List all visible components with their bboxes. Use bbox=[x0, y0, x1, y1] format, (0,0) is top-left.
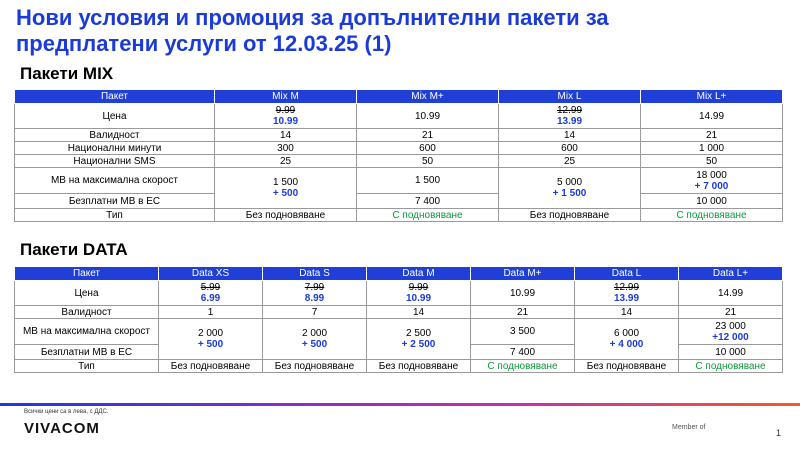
type-cell: С подновяване bbox=[679, 360, 783, 373]
row-label: Тип bbox=[15, 209, 215, 222]
table-cell: 21 bbox=[357, 129, 499, 142]
table-cell: 21 bbox=[641, 129, 783, 142]
mb-cell bbox=[499, 168, 641, 209]
table-cell: 300 bbox=[215, 142, 357, 155]
table-row bbox=[15, 155, 783, 168]
type-cell: Без подновяване bbox=[159, 360, 263, 373]
mb-cell bbox=[159, 319, 263, 360]
mb-base: 1 500 bbox=[272, 177, 299, 188]
table-cell: 14 bbox=[499, 129, 641, 142]
mb-cell bbox=[679, 319, 783, 345]
data-section-heading: Пакети DATA bbox=[20, 240, 128, 259]
table-cell: 7 400 bbox=[357, 194, 499, 209]
table-cell: 21 bbox=[471, 306, 575, 319]
old-price: 12.99 bbox=[613, 282, 640, 293]
price-cell bbox=[357, 104, 499, 129]
price-cell bbox=[215, 104, 357, 129]
price-cell bbox=[499, 104, 641, 129]
new-price: 10.99 bbox=[405, 293, 432, 304]
price-cell bbox=[575, 281, 679, 306]
mb-base: 2 000 bbox=[197, 328, 224, 339]
table-cell: 50 bbox=[641, 155, 783, 168]
mb-bonus: +12 000 bbox=[712, 331, 749, 343]
old-price: 9.99 bbox=[408, 282, 429, 293]
table-row bbox=[15, 319, 783, 345]
table-row bbox=[15, 129, 783, 142]
table-cell: 10 000 bbox=[641, 194, 783, 209]
price-cell bbox=[263, 281, 367, 306]
type-cell: С подновяване bbox=[471, 360, 575, 373]
table-cell: 21 bbox=[679, 306, 783, 319]
new-price: 6.99 bbox=[200, 293, 221, 304]
regular-price: 14.99 bbox=[717, 287, 744, 299]
column-header: Data L+ bbox=[679, 267, 783, 281]
mb-bonus: + 500 bbox=[301, 339, 328, 350]
table-cell: 7 bbox=[263, 306, 367, 319]
column-header: Mix M bbox=[215, 90, 357, 104]
member-of-label: Member of bbox=[672, 424, 706, 431]
type-cell: Без подновяване bbox=[215, 209, 357, 222]
vivacom-logo: VIVACOM bbox=[24, 420, 100, 437]
type-cell: Без подновяване bbox=[499, 209, 641, 222]
mb-cell bbox=[575, 319, 679, 360]
table-row bbox=[15, 194, 783, 209]
table-cell: 1 000 bbox=[641, 142, 783, 155]
table-cell: 14 bbox=[215, 129, 357, 142]
page-number: 1 bbox=[776, 428, 782, 438]
page-title: Нови условия и промоция за допълнителни пакети за предплатени услуги от 12.03.25 (1) bbox=[16, 5, 609, 56]
brand-gradient-line bbox=[0, 403, 800, 406]
mb-bonus: + 500 bbox=[272, 188, 299, 199]
type-cell: Без подновяване bbox=[263, 360, 367, 373]
regular-price: 10.99 bbox=[414, 110, 441, 122]
mb-bonus: + 7 000 bbox=[694, 180, 729, 192]
price-footnote: Всички цени са в лева, с ДДС. bbox=[24, 409, 109, 415]
price-cell bbox=[679, 281, 783, 306]
column-header: Mix L bbox=[499, 90, 641, 104]
mb-cell bbox=[641, 168, 783, 194]
row-label: Национални минути bbox=[15, 142, 215, 155]
mb-cell bbox=[263, 319, 367, 360]
table-cell: 600 bbox=[499, 142, 641, 155]
regular-price: 14.99 bbox=[698, 110, 725, 122]
table-cell: 25 bbox=[215, 155, 357, 168]
row-label: Валидност bbox=[15, 306, 159, 319]
table-row bbox=[15, 142, 783, 155]
old-price: 12.99 bbox=[556, 105, 583, 116]
column-header: Data L bbox=[575, 267, 679, 281]
table-cell: 14 bbox=[367, 306, 471, 319]
column-header: Mix M+ bbox=[357, 90, 499, 104]
row-label: Тип bbox=[15, 360, 159, 373]
new-price: 10.99 bbox=[272, 116, 299, 127]
old-price: 5.99 bbox=[200, 282, 221, 293]
table-cell: 50 bbox=[357, 155, 499, 168]
table-header-row bbox=[15, 267, 783, 281]
column-header: Data XS bbox=[159, 267, 263, 281]
table-cell: 3 500 bbox=[471, 319, 575, 345]
price-cell bbox=[471, 281, 575, 306]
price-cell bbox=[367, 281, 471, 306]
column-header: Data M+ bbox=[471, 267, 575, 281]
table-cell: 10 000 bbox=[679, 345, 783, 360]
regular-price: 10.99 bbox=[509, 287, 536, 299]
row-label: MB на максимална скорост bbox=[15, 168, 215, 194]
mb-bonus: + 500 bbox=[197, 339, 224, 350]
mb-base: 6 000 bbox=[613, 328, 640, 339]
new-price: 8.99 bbox=[304, 293, 325, 304]
mix-packages-table bbox=[14, 89, 783, 222]
table-cell: 25 bbox=[499, 155, 641, 168]
row-label: Безплатни MB в ЕС bbox=[15, 194, 215, 209]
table-row bbox=[15, 104, 783, 129]
price-cell bbox=[159, 281, 263, 306]
data-packages-table bbox=[14, 266, 783, 373]
new-price: 13.99 bbox=[556, 116, 583, 127]
table-row bbox=[15, 209, 783, 222]
mb-cell bbox=[367, 319, 471, 360]
table-header-row bbox=[15, 90, 783, 104]
mb-bonus: + 1 500 bbox=[552, 188, 587, 199]
table-cell: 7 400 bbox=[471, 345, 575, 360]
old-price: 9.99 bbox=[275, 105, 296, 116]
row-label: MB на максимална скорост bbox=[15, 319, 159, 345]
table-cell: 1 bbox=[159, 306, 263, 319]
column-header: Mix L+ bbox=[641, 90, 783, 104]
new-price: 13.99 bbox=[613, 293, 640, 304]
row-label: Цена bbox=[15, 104, 215, 129]
table-row bbox=[15, 168, 783, 194]
mb-bonus: + 4 000 bbox=[609, 339, 644, 350]
mb-base: 2 500 bbox=[405, 328, 432, 339]
type-cell: С подновяване bbox=[641, 209, 783, 222]
table-cell: 600 bbox=[357, 142, 499, 155]
row-label: Цена bbox=[15, 281, 159, 306]
mix-section-heading: Пакети MIX bbox=[20, 64, 114, 83]
column-header: Data S bbox=[263, 267, 367, 281]
mb-base: 18 000 bbox=[696, 169, 727, 181]
mb-bonus: + 2 500 bbox=[401, 339, 436, 350]
table-row bbox=[15, 360, 783, 373]
type-cell: Без подновяване bbox=[575, 360, 679, 373]
column-header: Пакет bbox=[15, 267, 159, 281]
mb-base: 23 000 bbox=[715, 320, 746, 332]
price-cell bbox=[641, 104, 783, 129]
column-header: Пакет bbox=[15, 90, 215, 104]
old-price: 7.99 bbox=[304, 282, 325, 293]
mb-base: 5 000 bbox=[556, 177, 583, 188]
mb-cell bbox=[215, 168, 357, 209]
type-cell: Без подновяване bbox=[367, 360, 471, 373]
table-cell: 1 500 bbox=[357, 168, 499, 194]
table-cell: 14 bbox=[575, 306, 679, 319]
row-label: Валидност bbox=[15, 129, 215, 142]
table-row bbox=[15, 306, 783, 319]
row-label: Безплатни MB в ЕС bbox=[15, 345, 159, 360]
table-row bbox=[15, 281, 783, 306]
type-cell: С подновяване bbox=[357, 209, 499, 222]
row-label: Национални SMS bbox=[15, 155, 215, 168]
mb-base: 2 000 bbox=[301, 328, 328, 339]
column-header: Data M bbox=[367, 267, 471, 281]
